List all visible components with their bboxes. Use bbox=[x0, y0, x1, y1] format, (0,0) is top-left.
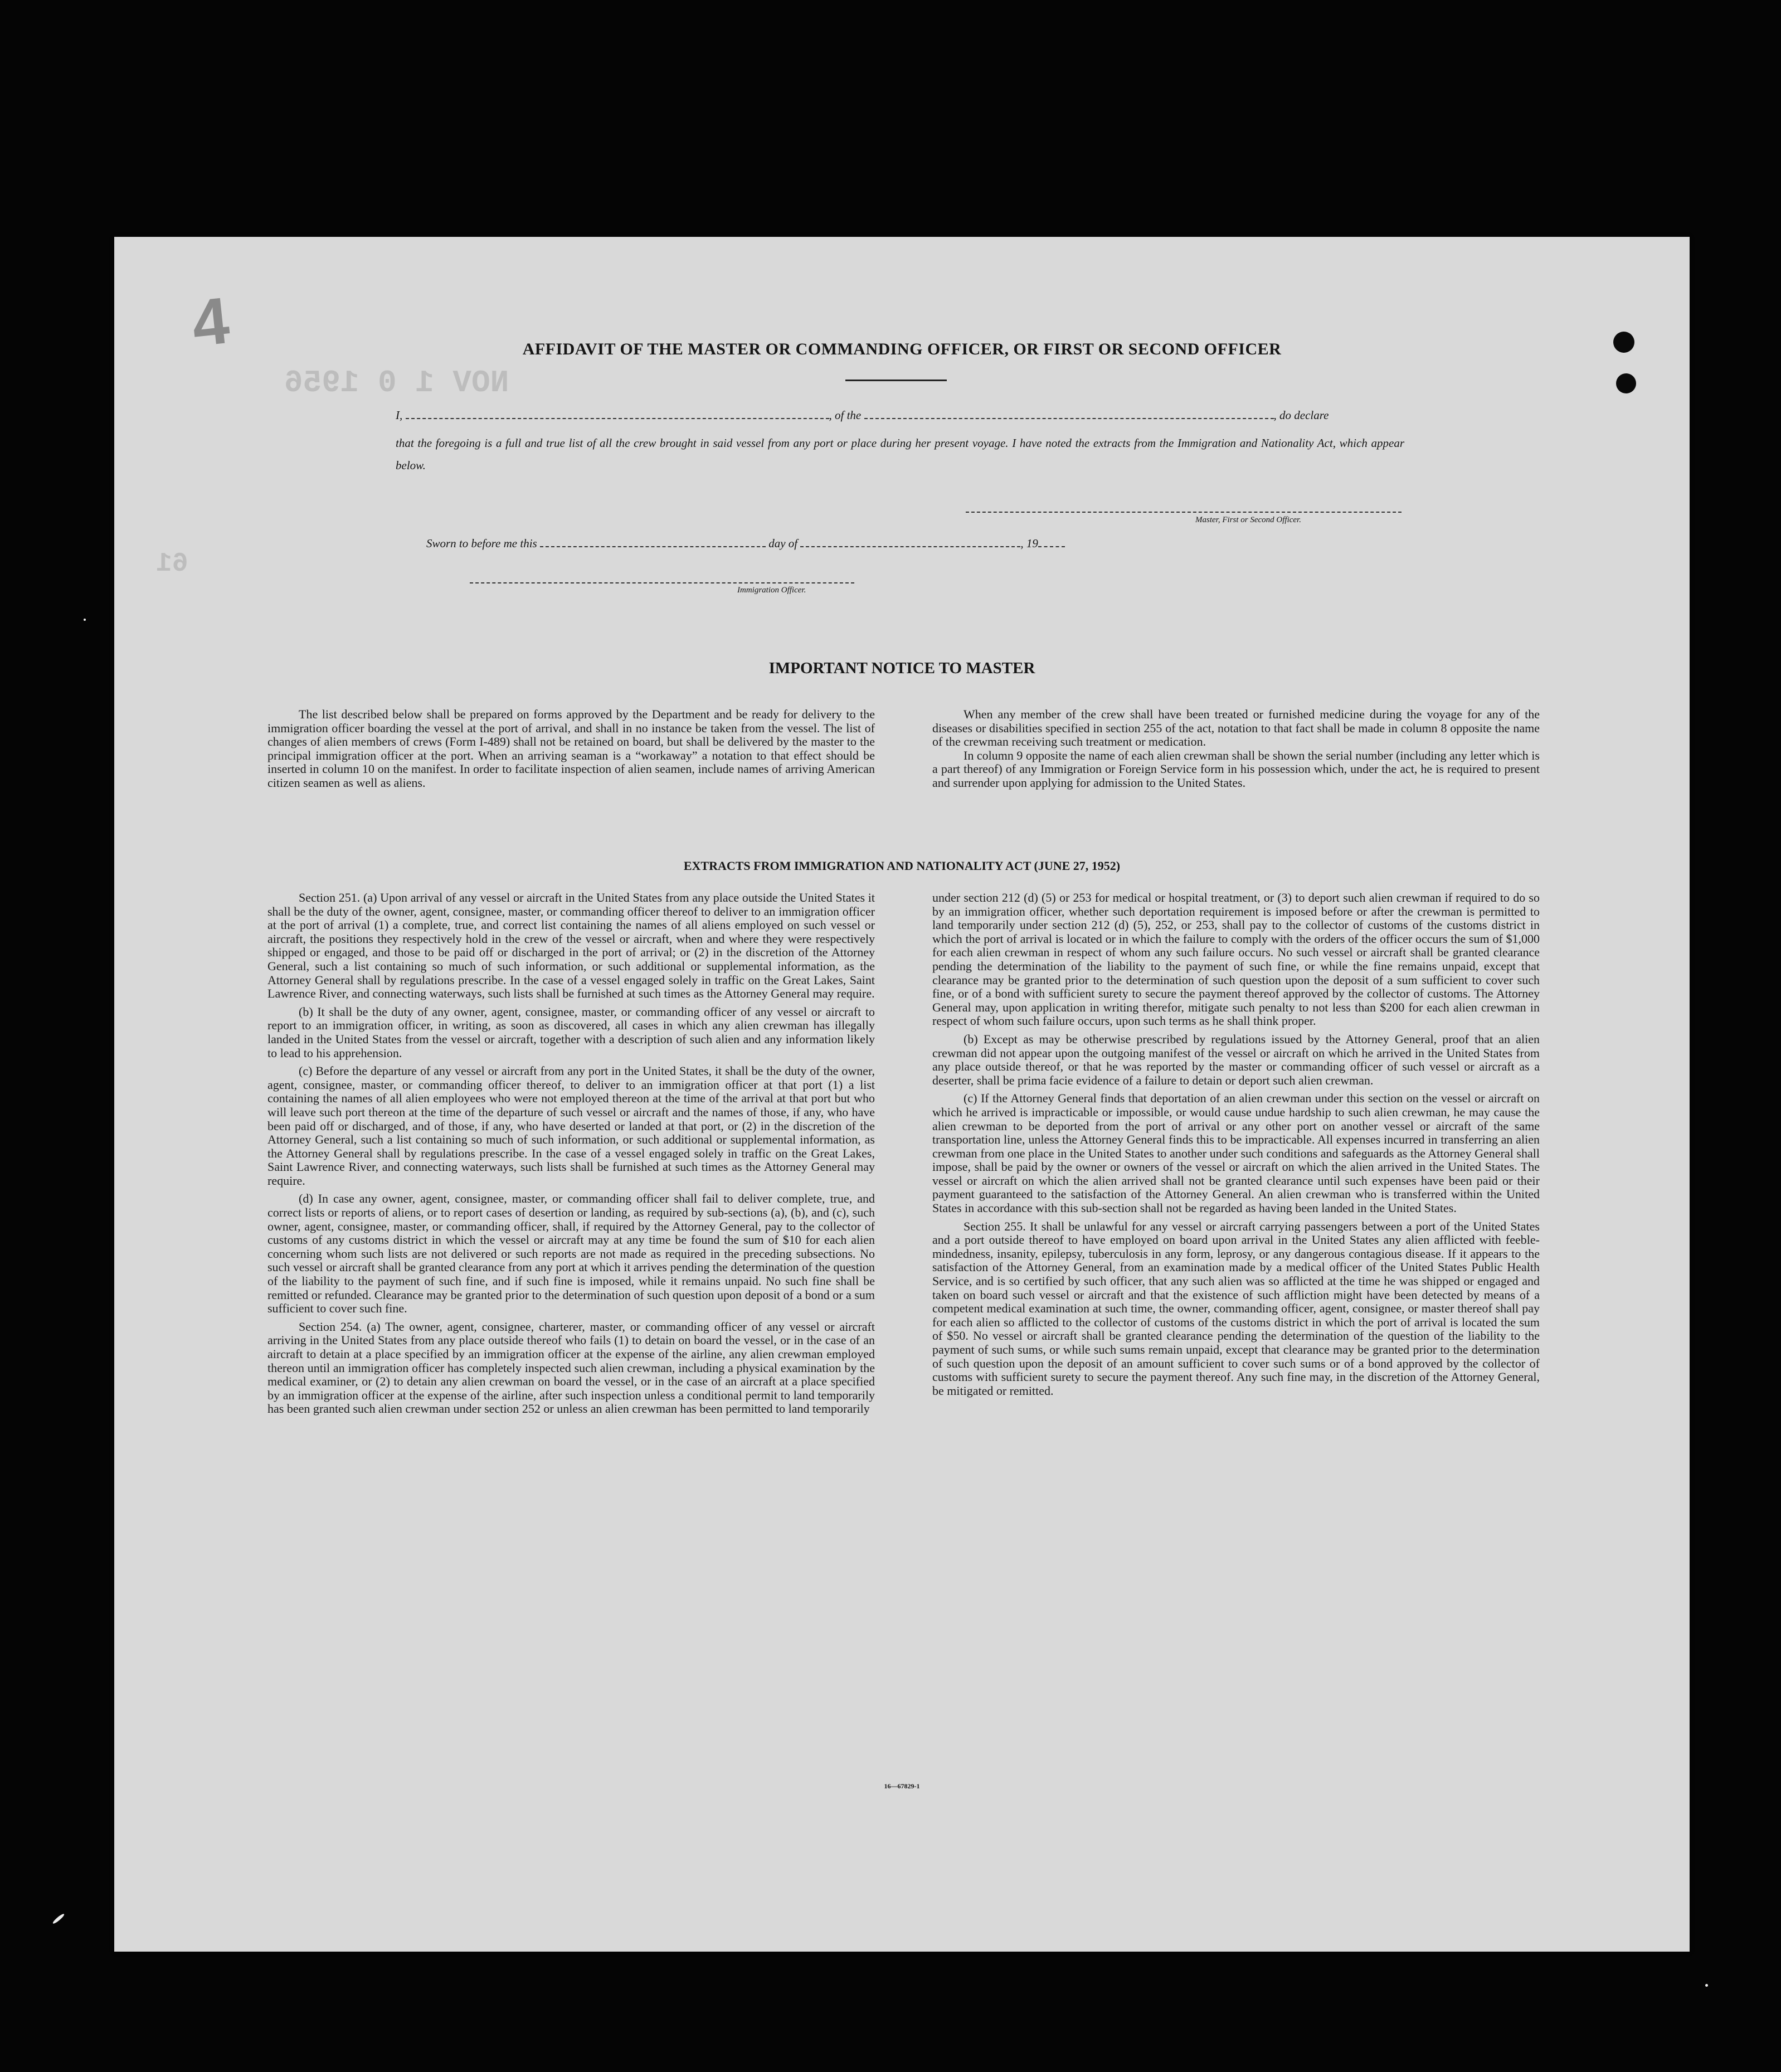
officer-signature-line bbox=[470, 582, 854, 583]
extract-paragraph: Section 251. (a) Upon arrival of any vessel or aircraft in the United States from any place outside the United States it shall be the duty of the owner, agent, consignee, master, or commanding officer thereof to deliver to an immigration officer at the port of arrival (1) a complete, true, and correct list containing the names of all aliens employed on such vessel or aircraft, the positions they respectively hold in the crew of the vessel or aircraft, when and where they were respectively shipped or engaged, and those to be paid off or discharged in the port of arrival; or (2) in the discretion of the Attorney General, such a list containing so much of such information, or such additional or supplemental information, as the Attorney General shall by regulations prescribe. In the case of a vessel engaged solely in traffic on the Great Lakes, Saint Lawrence River, and connecting waterways, such lists shall be furnished at such times as the Attorney General may require. bbox=[267, 891, 875, 1001]
master-signature-label: Master, First or Second Officer. bbox=[1195, 515, 1301, 524]
notice-left-paragraph: The list described below shall be prepared on forms approved by the Department and be ready for delivery to the immigration officer boarding the vessel at the port of arrival, and shall in no instance be taken from the vessel. The list of changes of alien members of crews (Form I-489) shall not be retained on board, but shall be delivered by the master to the principal immigration officer at the port. When an arriving seaman is a “workaway” a notation to that effect should be inserted in column 10 on the manifest. In order to facilitate inspection of alien seamen, include names of arriving American citizen seamen as well as aliens. bbox=[267, 707, 875, 790]
extract-paragraph: (b) It shall be the duty of any owner, agent, consignee, master, or commanding officer of any vessel or aircraft to report to an immigration officer, in writing, as soon as discovered, all cases in which any alien crewman has illegally landed in the United States from the vessel or aircraft, together with a description of such alien and any information likely to lead to his apprehension. bbox=[267, 1004, 875, 1060]
form-number: 16—67829-1 bbox=[884, 1782, 920, 1790]
extract-paragraph: (c) Before the departure of any vessel or aircraft from any port in the United States, it shall be the duty of the owner, agent, consignee, master, or commanding officer thereof, to deliver to an immigration officer at that port (1) a list containing the names of all alien employees who were not employed thereon at the time of the arrival at that port but who will leave such port thereon at the time of the departure of such vessel or aircraft and the names of those, if any, who have been paid off or discharged, and of those, if any, who have deserted or landed at that port, or (2) in the discretion of the Attorney General, such a list containing so much of such information, or such additional or supplemental information, as the Attorney General shall by regulations prescribe. In the case of a vessel engaged solely in traffic on the Great Lakes, Saint Lawrence River, and connecting waterways, such lists shall be furnished at such times as the Attorney General may require. bbox=[267, 1064, 875, 1188]
notice-heading: IMPORTANT NOTICE TO MASTER bbox=[768, 659, 1035, 677]
dust-speck bbox=[52, 1913, 65, 1924]
declaration-line bbox=[396, 408, 1410, 422]
extract-paragraph: Section 255. It shall be unlawful for any vessel or aircraft carrying passengers between a port of the United States and a port outside thereof to have employed on board upon arrival in the United States any alien afflicted with feeble-mindedness, insanity, epilepsy, tuberculosis in any form, leprosy, or any dangerous contagious disease. If it appears to the satisfaction of the Attorney General, from an examination made by a medical officer of the United States Public Health Service, and is so certified by such officer, that any such alien was so afflicted at the time he was shipped or engaged and taken on board such vessel or aircraft and that the existence of such affliction might have been detected by means of a competent medical examination at such time, the owner, commanding officer, agent, consignee, or master thereof shall pay for each alien so afflicted to the collector of customs of the customs district in which the port of arrival is located the sum of $50. No vessel or aircraft shall be granted clearance pending the determination of the question of the liability to the payment of such sums, or while such sums remain unpaid, except that clearance may be granted prior to the determination of such question upon the deposit of an amount sufficient to cover such sums or of a bond approved by the collector of customs with sufficient surety to secure the payment thereof. Any such fine may, in the discretion of the Attorney General, be mitigated or remitted. bbox=[932, 1219, 1540, 1398]
sworn-year-label: , 19 bbox=[1020, 537, 1038, 550]
officer-signature-label: Immigration Officer. bbox=[737, 586, 806, 595]
document-page bbox=[114, 237, 1690, 1952]
extract-paragraph: (d) In case any owner, agent, consignee, master, or commanding officer shall fail to deliver complete, true, and correct lists or reports of aliens, or to report cases of desertion or landing, as required by sub-sections (a), (b), and (c), such owner, agent, consignee, master, or commanding officer, shall, if required by the Attorney General, pay to the collector of customs of any customs district in which the vessel or aircraft may at any time be found the sum of $10 for each alien concerning whom such lists are not delivered or such reports are not made as required in the preceding subsections. No such vessel or aircraft shall be granted clearance from any port at which it arrives pending the determination of the question of the liability to the payment of such fine, and if such fine is imposed, while it remains unpaid. No such fine shall be remitted or refunded. Clearance may be granted prior to the determination of such question upon deposit of a bond or a sum sufficient to cover such fine. bbox=[267, 1191, 875, 1316]
extract-paragraph: (c) If the Attorney General finds that deportation of an alien crewman under this section on the vessel or aircraft on which he arrived is impracticable or impossible, or would cause undue hardship to such alien crewman, he may cause the alien crewman to be deported from the port of arrival or any other port on another vessel or aircraft of the same transportation line, unless the Attorney General finds this to be impracticable. All expenses incurred in transferring an alien crewman from one place in the United States to another under such conditions and safeguards as the Attorney General shall impose, shall be paid by the owner or owners of the vessel or aircraft on which the alien arrived in the United States. The vessel or aircraft on which the alien arrived shall not be granted clearance until such expenses have been paid or their payment guaranteed to the satisfaction of the Attorney General. An alien crewman who is transferred within the United States in accordance with this sub-section shall not be regarded as having been landed in the United States. bbox=[932, 1091, 1540, 1215]
sworn-year-blank bbox=[1038, 546, 1065, 547]
dust-speck bbox=[84, 619, 86, 621]
declaration-suffix: , do declare bbox=[1273, 408, 1329, 422]
extracts-left-column bbox=[267, 891, 875, 1421]
bleed-through-stamp: NOV 1 0 1956 bbox=[284, 365, 509, 401]
vessel-blank bbox=[864, 418, 1274, 419]
declaration-prefix: I, bbox=[396, 408, 403, 422]
notice-right-paragraph: When any member of the crew shall have been treated or furnished medicine during the voyage for any of the diseases or disabilities specified in section 255 of the act, notation to that fact shall be made in column 8 opposite the name of the crewman receiving such treatment or medication. bbox=[932, 707, 1540, 749]
sworn-day-blank bbox=[540, 546, 766, 547]
name-blank bbox=[406, 418, 829, 419]
sworn-prefix: Sworn to before me this bbox=[426, 537, 537, 550]
extract-paragraph: under section 212 (d) (5) or 253 for medical or hospital treatment, or (3) to deport such alien crewman if required to do so by an immigration officer, whether such deportation requirement is imposed before or after the crewman is permitted to land temporarily under section 212 (d) (5), 252, or 253, shall pay to the collector of customs of the customs district in which the port of arrival is located or in which the failure to comply with the orders of the officer occurs the sum of $1,000 for each alien crewman in respect of whom any such failure occurs. No such vessel or aircraft shall be granted clearance pending the determination of the liability to the payment of such fine, or while the fine remains unpaid, except that clearance may be granted prior to the determination of such question upon the deposit of a sum sufficient to cover such fine, or of a bond with sufficient surety to secure the payment thereof approved by the collector of customs. The Attorney General may, upon application in writing therefor, mitigate such penalty to not less than $200 for each alien crewman in respect of whom such failure occurs, upon such terms as he shall think proper. bbox=[932, 891, 1540, 1028]
notice-right-column bbox=[932, 708, 1540, 795]
notice-left-column bbox=[267, 708, 875, 795]
declaration-body: that the foregoing is a full and true list of all the crew brought in said vessel from any port or place during her present voyage. I have noted the extracts from the Immigration and Nationality Act, which appear below. bbox=[396, 436, 1404, 472]
declaration-mid: , of the bbox=[829, 408, 862, 422]
extract-paragraph: (b) Except as may be otherwise prescribed by regulations issued by the Attorney General, proof that an alien crewman did not appear upon the outgoing manifest of the vessel or aircraft on which he arrived in the United States from any place outside thereof, or that he was reported by the master or commanding officer of such vessel or aircraft as a deserter, shall be prima facie evidence of a failure to detain or deport such alien crewman. bbox=[932, 1032, 1540, 1087]
sworn-line bbox=[426, 537, 1065, 551]
extracts-heading: EXTRACTS FROM IMMIGRATION AND NATIONALITY ACT (JUNE 27, 1952) bbox=[683, 859, 1121, 873]
notice-right-paragraph: In column 9 opposite the name of each alien crewman shall be shown the serial number (including any letter which is a part thereof) of any Immigration or Foreign Service form in his possession which, under the act, he is required to present and surrender upon applying for admission to the United States. bbox=[932, 748, 1540, 790]
sworn-month-blank bbox=[800, 546, 1020, 547]
dust-speck bbox=[1705, 1984, 1708, 1987]
sworn-day-label: day of bbox=[768, 537, 798, 550]
master-signature-line bbox=[966, 512, 1402, 513]
affidavit-title: AFFIDAVIT OF THE MASTER OR COMMANDING OFFICER, OR FIRST OR SECOND OFFICER bbox=[522, 340, 1282, 358]
corner-mark: 4 bbox=[188, 283, 233, 361]
title-divider bbox=[845, 380, 947, 381]
extract-paragraph: Section 254. (a) The owner, agent, consignee, charterer, master, or commanding officer of any vessel or aircraft arriving in the United States from any place outside thereof who fails (1) to detain on board the vessel, or in the case of an aircraft to detain at a place specified by an immigration officer at the expense of the airline, any alien crewman employed thereon until an immigration officer has completely inspected such alien crewman, including a physical examination by the medical examiner, or (2) to detain any alien crewman on board the vessel, or in the case of an aircraft at a place specified by an immigration officer at the expense of the airline, after such inspection unless a conditional permit to land temporarily has been granted such alien crewman under section 252 or unless an alien crewman has been permitted to land temporarily bbox=[267, 1319, 875, 1416]
punch-hole bbox=[1616, 373, 1636, 393]
bleed-through-number: 61 bbox=[156, 549, 188, 579]
extracts-right-column bbox=[932, 891, 1540, 1402]
